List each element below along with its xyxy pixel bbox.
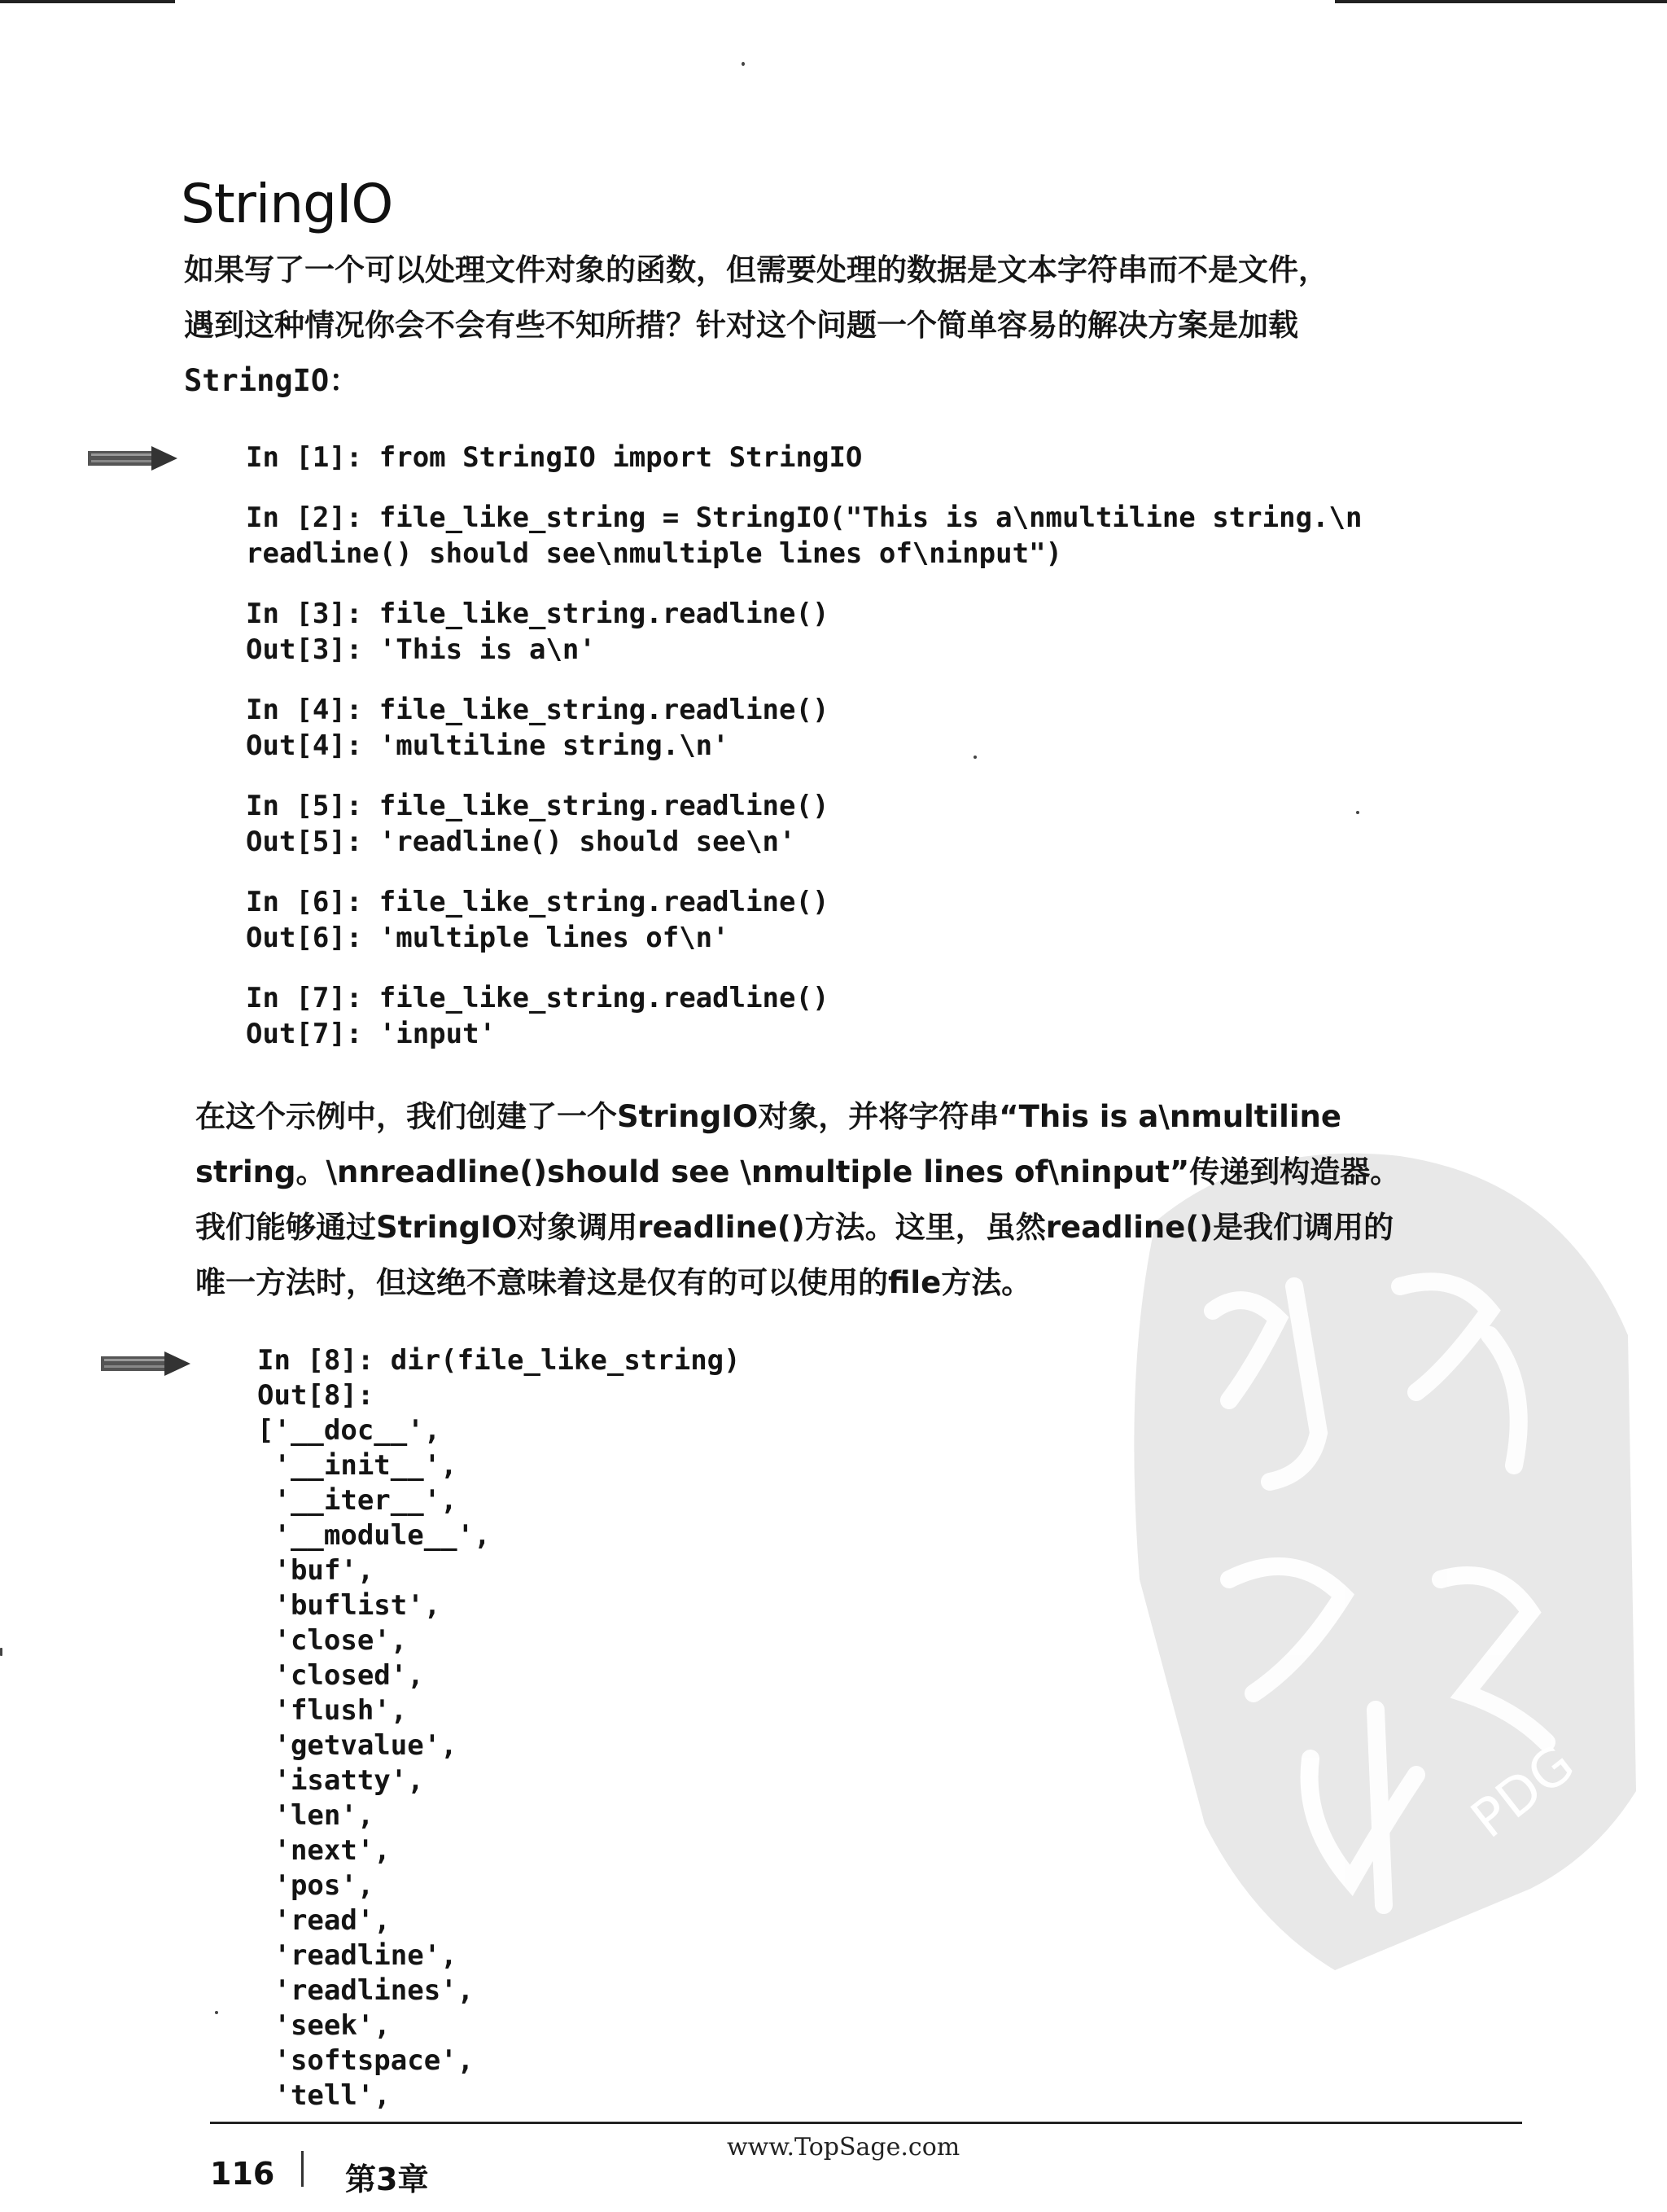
code-gap [246, 572, 1362, 596]
seal-stroke [1376, 1710, 1384, 1905]
margin-arrow-icon [88, 446, 177, 471]
footer-separator [301, 2151, 304, 2187]
code-line: 'len', [257, 1799, 374, 1832]
code-line: 'readlines', [257, 1974, 475, 2007]
footer-rule [210, 2122, 1522, 2124]
code-line: 'pos', [257, 1869, 374, 1902]
code-line: '__init__', [257, 1449, 457, 1482]
intro-code-term: StringIO [184, 363, 330, 398]
explanation-line: string。\nnreadline()should see \nmultiple lines of\ninput”传递到构造器。 [195, 1154, 1401, 1189]
code-line: 'seek', [257, 2009, 391, 2042]
code-line: 'close', [257, 1624, 408, 1657]
website-url: www.TopSage.com [727, 2133, 960, 2162]
explanation-paragraph [195, 1089, 1514, 1311]
explanation-line: 唯一方法时，但这绝不意味着这是仅有的可以使用的file方法。 [195, 1265, 1032, 1300]
code-line: 'read', [257, 1904, 391, 1937]
code-gap [246, 860, 1362, 884]
chapter-label: 第3章 [345, 2162, 429, 2197]
scan-speck [742, 62, 745, 66]
code-line: In [4]: file_like_string.readline() [246, 694, 829, 726]
code-line: In [8]: dir(file_like_string) [257, 1344, 741, 1377]
explanation-line: 在这个示例中，我们创建了一个StringIO对象，并将字符串“This is a\nmultiline [195, 1099, 1341, 1134]
code-line: Out[4]: 'multiline string.\n' [246, 729, 729, 762]
code-line: readline() should see\nmultiple lines of\ninput") [246, 537, 1063, 570]
section-title: StringIO [181, 173, 393, 235]
code-line: Out[6]: 'multiple lines of\n' [246, 922, 729, 954]
code-line: In [3]: file_like_string.readline() [246, 598, 829, 630]
code-line: '__iter__', [257, 1484, 457, 1517]
intro-line-suffix: ： [329, 363, 360, 398]
code-line: Out[5]: 'readline() should see\n' [246, 826, 796, 858]
code-line: 'softspace', [257, 2044, 475, 2077]
code-line: 'tell', [257, 2079, 391, 2112]
top-rule-left [0, 0, 175, 3]
code-line: In [6]: file_like_string.readline() [246, 886, 829, 918]
code-line: Out[3]: 'This is a\n' [246, 633, 596, 666]
code-gap [246, 475, 1362, 500]
code-line: Out[7]: 'input' [246, 1018, 497, 1050]
code-line: 'buf', [257, 1554, 374, 1587]
code-block-2 [257, 1343, 741, 2113]
margin-arrow-icon [101, 1351, 190, 1376]
code-gap [246, 668, 1362, 692]
code-line: In [2]: file_like_string = StringIO("This is a\nmultiline string.\n [246, 502, 1363, 534]
code-line: Out[8]: [257, 1379, 374, 1412]
code-line: In [5]: file_like_string.readline() [246, 790, 829, 822]
code-line: 'buflist', [257, 1589, 441, 1622]
code-line: 'closed', [257, 1659, 424, 1692]
code-line: 'readline', [257, 1939, 457, 1972]
code-gap [246, 956, 1362, 980]
intro-line: 如果写了一个可以处理文件对象的函数，但需要处理的数据是文本字符串而不是文件， [184, 252, 1328, 287]
page-number: 116 [210, 2156, 275, 2192]
code-line: 'getvalue', [257, 1729, 457, 1762]
intro-paragraph [184, 243, 1503, 409]
scan-speck [215, 2011, 218, 2014]
code-line: In [1]: from StringIO import StringIO [246, 441, 863, 474]
scan-speck [0, 1648, 2, 1656]
code-block-1 [246, 440, 1362, 1052]
intro-line: 遇到这种情况你会不会有些不知所措？针对这个问题一个简单容易的解决方案是加载 [184, 308, 1298, 343]
code-line: 'next', [257, 1834, 391, 1867]
code-line: 'isatty', [257, 1764, 424, 1797]
code-line: ['__doc__', [257, 1414, 441, 1447]
code-line: 'flush', [257, 1694, 408, 1727]
explanation-line: 我们能够通过StringIO对象调用readline()方法。这里，虽然readline()是我们调用的 [195, 1210, 1394, 1245]
top-rule-right [1335, 0, 1667, 3]
watermark-text: PDG [1460, 1733, 1586, 1851]
code-line: In [7]: file_like_string.readline() [246, 982, 829, 1014]
code-line: '__module__', [257, 1519, 491, 1552]
code-gap [246, 764, 1362, 788]
